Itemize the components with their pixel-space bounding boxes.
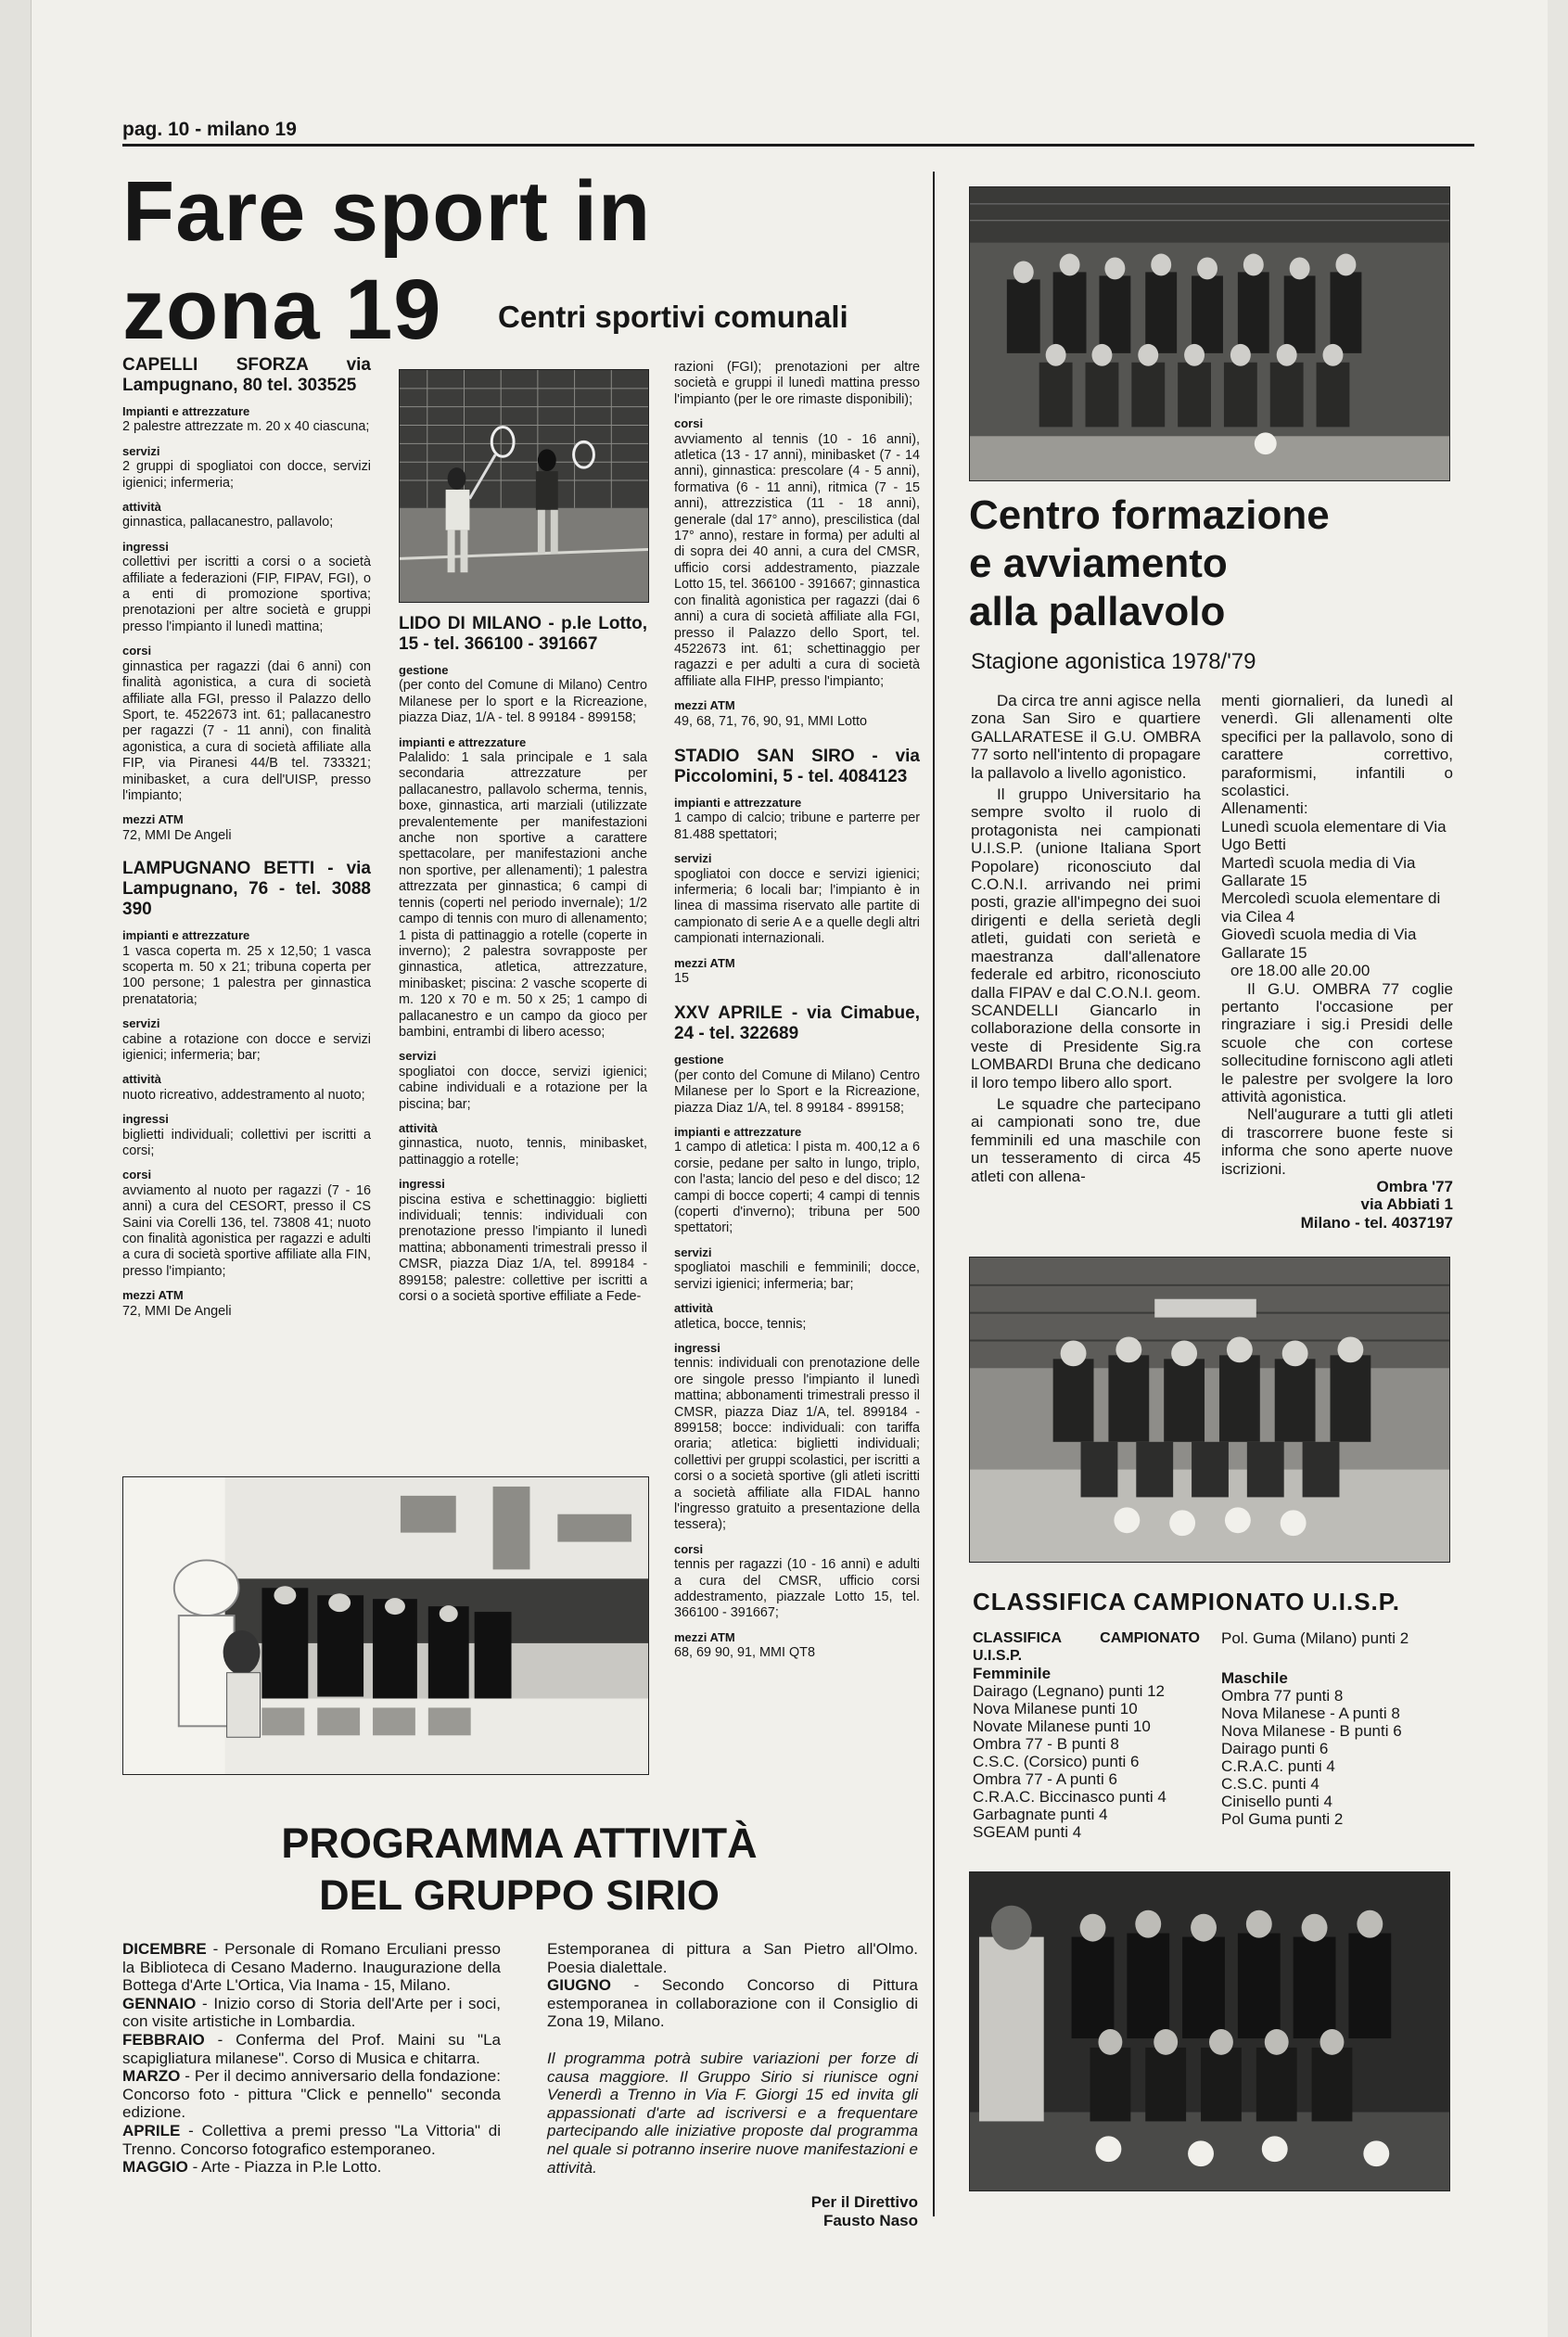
text-attivita: atletica, bocce, tennis; bbox=[674, 1316, 807, 1332]
label-impianti: impianti e attrezzature bbox=[674, 795, 802, 810]
label-ingressi: ingressi bbox=[122, 539, 169, 554]
text-impianti: 1 campo di calcio; tribune e parterre per 81.488 spettatori; bbox=[674, 811, 920, 842]
month-text: - Conferma del Prof. Maini su "La scapigliatura milanese". Corso di Musica e chitarra. bbox=[122, 2030, 501, 2067]
text-ingressi: biglietti individuali; collettivi per iscritti a corsi; bbox=[122, 1127, 371, 1159]
label-attivita: attività bbox=[674, 1301, 713, 1316]
label-attivita: attività bbox=[399, 1120, 438, 1135]
text-ingressi: collettivi per iscritti a corsi o a società affiliate a federazioni (FIP, FIPAV, FGI), o a enti di promozione sportiva; prenotazioni per altre società e gruppi presso l'impianto il lunedì mattina; bbox=[122, 555, 371, 634]
standing-row: C.R.A.C. punti 4 bbox=[1221, 1757, 1335, 1775]
label-servizi: servizi bbox=[122, 443, 160, 458]
month-text: - Personale di Romano Erculiani presso la Biblioteca di Cesano Maderno. Inaugurazione della Bottega d'Arte L'Ortica, Via Inama - 15, Milano. bbox=[122, 1940, 501, 1995]
label-servizi: servizi bbox=[674, 1245, 712, 1259]
schedule-thursday: Giovedì scuola media di Via Gallarate 15 bbox=[1221, 926, 1417, 962]
label-mezzi: mezzi ATM bbox=[674, 1629, 735, 1644]
text-ingressi: tennis: individuali con prenotazione delle ore singole presso l'impianto il lunedì mattina; abbonamenti trimestrali presso il CMSR, piazza Diaz 1/A, tel. 899184 - 899158; bocce: individuali: con tariffa oraria; atletica: biglietti individuali; collettivi per gruppi scolastici, per iscritti a corsi o a società sportive (gli atleti iscritti a società affiliate alla FIDAL hanno l'ingresso gratuito a presentazione della tessera); bbox=[674, 1356, 920, 1533]
standing-row: Nova Milanese - A punti 8 bbox=[1221, 1705, 1400, 1722]
label-servizi: servizi bbox=[122, 1016, 160, 1031]
label-impianti: impianti e attrezzature bbox=[122, 928, 250, 943]
standing-row: C.R.A.C. Biccinasco punti 4 bbox=[973, 1788, 1166, 1806]
label-mezzi: mezzi ATM bbox=[674, 955, 735, 970]
programma-sign-1: Per il Direttivo bbox=[810, 2193, 918, 2212]
schedule-wednesday: Mercoledì scuola elementare di via Cilea 4 bbox=[1221, 889, 1441, 926]
standing-row: C.S.C. punti 4 bbox=[1221, 1775, 1319, 1793]
label-ingressi: ingressi bbox=[122, 1112, 169, 1127]
month-label: FEBBRAIO bbox=[122, 2030, 205, 2049]
label-attivita: attività bbox=[122, 500, 161, 515]
month-text: - Collettiva a premi presso "La Vittoria" di Trenno. Concorso fotografico estemporaneo. bbox=[122, 2121, 501, 2158]
month-text: - Per il decimo anniversario della fondazione: Concorso foto - pittura "Click e pennello" seconda edizione. bbox=[122, 2067, 501, 2122]
label-gestione: gestione bbox=[399, 663, 449, 677]
programma-column-right bbox=[547, 1940, 918, 2229]
text-attivita: ginnastica, nuoto, tennis, minibasket, pattinaggio a rotelle; bbox=[399, 1136, 647, 1168]
text-mezzi: 68, 69 90, 91, MMI QT8 bbox=[674, 1645, 815, 1661]
standing-row: Pol Guma punti 2 bbox=[1221, 1810, 1344, 1828]
text-mezzi: 72, MMI De Angeli bbox=[122, 1303, 232, 1319]
centro-title-line-1: Centro formazione bbox=[969, 492, 1330, 538]
standing-row: Pol. Guma (Milano) punti 2 bbox=[1221, 1629, 1409, 1647]
text-impianti: 1 vasca coperta m. 25 x 12,50; 1 vasca scoperta m. 50 x 21; tribuna coperta per 100 persone; 1 palestra per ginnastica prenatatoria; bbox=[122, 943, 371, 1007]
centro-paragraph-5: Il G.U. OMBRA 77 coglie pertanto l'occasione per ringraziare i sig.i Presidi delle scuole che con cortese sollecitudine forniscono agli atleti le palestre per svolgere la loro attività agonistica. bbox=[1221, 979, 1453, 1105]
programma-note: Il programma potrà subire variazioni per forze di causa maggiore. Il Gruppo Sirio si riunisce ogni Venerdì a Trenno in Via F. Giorgi 15 ed invita gli appassionati d'arte ad iscriversi e a frequentare partecipando alle iniziative proposte dal programma nel quale si potranno inserire nuove manifestazioni e attività. bbox=[547, 2049, 918, 2177]
standing-row: Ombra 77 - B punti 8 bbox=[973, 1735, 1119, 1753]
schedule-tuesday: Martedì scuola media di Via Gallarate 15 bbox=[1221, 853, 1416, 890]
programma-title bbox=[223, 1818, 816, 1922]
label-corsi: corsi bbox=[122, 644, 152, 658]
text-impianti: Palalido: 1 sala principale e 1 sala secondaria attrezzature per pallacanestro, pallavolo scherma, tennis, boxe, ginnastica, arti marziali (utilizzate prevalentemente per manifestazioni anche non sportive a carattere spettacolare, per manifestazioni anche non sportive, per allenamenti); 1 palestra attrezzata per ginnastica; 6 campi di tennis (coperti nel periodo invernale); 1/2 campo di tennis con muro di allenamento; 1 pista di pattinaggio a rotelle (coperte in inverno); 2 palestra sovrapposte per ginnastica, atletica, attrezzature, minibasket; piscina: 2 vasche scoperte di m. 120 x 70 e m. 50 x 25; 1 campo di pallacanestro e un campo da gioco per bambini, entrambi di libero acesso; bbox=[399, 750, 647, 1040]
label-ingressi: ingressi bbox=[399, 1177, 445, 1192]
volleyball-women-photo-1 bbox=[969, 1257, 1450, 1563]
label-corsi: corsi bbox=[674, 1541, 704, 1556]
month-entry-aprile bbox=[122, 2122, 501, 2158]
label-servizi: servizi bbox=[399, 1049, 437, 1064]
venue-title-sansiro: STADIO SAN SIRO - via Piccolomini, 5 - tel. 4084123 bbox=[674, 746, 920, 786]
label-mezzi: mezzi ATM bbox=[122, 1288, 184, 1303]
centro-title-line-2: e avviamento bbox=[969, 541, 1228, 586]
classifica-title: CLASSIFICA CAMPIONATO U.I.S.P. bbox=[973, 1588, 1400, 1615]
venue-title-xxv-aprile: XXV APRILE - via Cimabue, 24 - tel. 322689 bbox=[674, 1003, 920, 1044]
femminile-label: Femminile bbox=[973, 1665, 1052, 1682]
headline-line-2: zona 19 bbox=[122, 262, 442, 357]
column-capelli-lampugnano bbox=[122, 355, 371, 1320]
standing-row: Novate Milanese punti 10 bbox=[973, 1718, 1151, 1735]
label-impianti: impianti e attrezzature bbox=[399, 734, 527, 749]
label-ingressi: ingressi bbox=[674, 1340, 720, 1355]
swimming-photo bbox=[122, 1476, 649, 1775]
venue-title-capelli: CAPELLI SFORZA via Lampugnano, 80 tel. 303525 bbox=[122, 355, 371, 395]
page-edge bbox=[0, 0, 32, 2337]
top-rule bbox=[122, 144, 1474, 147]
standing-row: Ombra 77 - A punti 6 bbox=[973, 1770, 1117, 1788]
month-text: - Arte - Piazza in P.le Lotto. bbox=[192, 2158, 382, 2177]
volleyball-women-photo-2 bbox=[969, 1871, 1450, 2191]
classifica-column-left bbox=[973, 1629, 1200, 1841]
label-impianti: Impianti e attrezzature bbox=[122, 404, 250, 418]
standing-row: Nova Milanese - B punti 6 bbox=[1221, 1722, 1402, 1740]
label-mezzi: mezzi ATM bbox=[122, 812, 184, 827]
text-ingressi: piscina estiva e schettinaggio: biglietti individuali; tennis: individuali con prenotazione presso l'impianto il lunedì mattina; abbonamenti trimestrali presso il CMSR, piazza Diaz 1/A, tel. 899184 - 899158; palestre: collettive per iscritti a corsi o a società sportive effiliate a Fede- bbox=[399, 1192, 647, 1305]
tennis-photo-image bbox=[400, 370, 648, 602]
centro-title-line-3: alla pallavolo bbox=[969, 589, 1226, 634]
centro-paragraph-1: Da circa tre anni agisce nella zona San Siro e quartiere GALLARATESE il G.U. OMBRA 77 sorto nell'intento di propagare la pallavolo a livello agonistico. bbox=[971, 692, 1201, 782]
centro-paragraph-6: Nell'augurare a tutti gli atleti di trascorrere buone feste si informa che sono aperte nuove iscrizioni. bbox=[1221, 1105, 1453, 1178]
month-entry-marzo bbox=[122, 2067, 501, 2122]
signature-line-1: Ombra '77 bbox=[1376, 1177, 1453, 1195]
text-gestione: (per conto del Comune di Milano) Centro Milanese per lo sport e la Ricreazione, piazza Diaz, 1/A - tel. 8 99184 - 899158; bbox=[399, 678, 647, 726]
headline-line-1: Fare sport in bbox=[122, 164, 652, 259]
standing-row: Garbagnate punti 4 bbox=[973, 1806, 1108, 1823]
programma-title-line-1: PROGRAMMA ATTIVITÀ bbox=[281, 1820, 758, 1867]
volleyball-men-photo bbox=[969, 186, 1450, 481]
column-divider bbox=[933, 172, 935, 2216]
centro-paragraph-4: menti giornalieri, da lunedì al venerdì. Gli allenamenti olte specifici per la pallavolo, sono di carattere correttivo, paraformismi, infantili o scolastici. bbox=[1221, 692, 1453, 800]
programma-column-left bbox=[122, 1940, 501, 2177]
standing-row: Cinisello punti 4 bbox=[1221, 1793, 1333, 1810]
text-gestione: (per conto del Comune di Milano) Centro Milanese per lo Sport e la Ricreazione, piazza Diaz 1/A, tel. 8 99184 - 899158; bbox=[674, 1067, 920, 1116]
text-servizi: spogliatoi con docce, servizi igienici; cabine individuali e a rotazione per la piscina; bar; bbox=[399, 1064, 647, 1112]
text-attivita: ginnastica, pallacanestro, pallavolo; bbox=[122, 515, 334, 530]
text-continuation: razioni (FGI); prenotazioni per altre società e gruppi il lunedì mattina presso l'impianto (per le ore rimaste disponibili); bbox=[674, 360, 920, 407]
text-corsi: avviamento al tennis (10 - 16 anni), atletica (13 - 17 anni), minibasket (7 - 14 anni), ginnastica: prescolare (4 - 5 anni), formativa (6 - 11 anni), ritmica (7 - 15 anni), attrezzistica (11 - 18 anni), generale (dal 17° anno), prescilistica (dal 17° anno), restare in forma) per adulti al di sopra dei 40 anni, a cura del CMSR, ufficio corsi addestramento, piazzale Lotto 15, tel. 366100 - 391667; ginnastica con finalità agonistica per ragazzi (dai 6 anni) a cura di società affiliate alla FGI, presso il Palazzo dello Sport, tel. 4522673 int. 61; schettinaggio per ragazzi e per adulti a cura di società affiliate alla FIHP, presso l'impianto; bbox=[674, 431, 920, 689]
programma-text: Estemporanea di pittura a San Pietro all'Olmo. Poesia dialettale. bbox=[547, 1940, 918, 1976]
venue-title-lido: LIDO DI MILANO - p.le Lotto, 15 - tel. 366100 - 391667 bbox=[399, 614, 647, 654]
text-mezzi: 49, 68, 71, 76, 90, 91, MMI Lotto bbox=[674, 713, 867, 729]
classifica-subtitle: CLASSIFICA CAMPIONATO U.I.S.P. bbox=[973, 1630, 1200, 1664]
centro-title bbox=[969, 492, 1330, 636]
month-label: DICEMBRE bbox=[122, 1940, 207, 1958]
text-attivita: nuoto ricreativo, addestramento al nuoto; bbox=[122, 1087, 365, 1103]
label-servizi: servizi bbox=[674, 851, 712, 866]
column-lido bbox=[399, 614, 647, 1305]
centro-paragraph-3: Le squadre che partecipano ai campionati sono tre, due femminili ed una maschile con un tesseramento di circa 45 atleti con allena- bbox=[971, 1094, 1201, 1185]
month-entry-gennaio bbox=[122, 1995, 501, 2031]
maschile-label: Maschile bbox=[1221, 1669, 1288, 1687]
standing-row: Ombra 77 punti 8 bbox=[1221, 1687, 1344, 1705]
swimming-photo-image bbox=[123, 1477, 648, 1774]
month-entry-maggio bbox=[122, 2158, 501, 2177]
schedule-hours: ore 18.00 alle 20.00 bbox=[1230, 962, 1370, 980]
centro-column-right bbox=[1221, 692, 1453, 1232]
month-label: APRILE bbox=[122, 2121, 181, 2139]
text-servizi: spogliatoi maschili e femminili; docce, servizi igienici; infermeria; bar; bbox=[674, 1260, 920, 1292]
stagione-subtitle: Stagione agonistica 1978/'79 bbox=[971, 649, 1256, 674]
column-sansiro-xxv bbox=[674, 360, 920, 1662]
text-mezzi: 15 bbox=[674, 971, 690, 986]
month-entry-dicembre bbox=[122, 1940, 501, 1995]
month-label: GENNAIO bbox=[122, 1994, 197, 2012]
text-corsi: tennis per ragazzi (10 - 16 anni) e adulti a cura del CMSR, ufficio corsi addestramento, piazzale Lotto 15, tel. 366100 - 391667; bbox=[674, 1557, 920, 1621]
standing-row: SGEAM punti 4 bbox=[973, 1823, 1082, 1841]
label-attivita: attività bbox=[122, 1072, 161, 1087]
page-edge-right bbox=[1548, 0, 1568, 2337]
venue-title-lampugnano: LAMPUGNANO BETTI - via Lampugnano, 76 - tel. 3088 390 bbox=[122, 859, 371, 920]
month-label: MARZO bbox=[122, 2067, 181, 2086]
schedule-monday: Lunedì scuola elementare di Via Ugo Betti bbox=[1221, 817, 1447, 854]
text-impianti: 2 palestre attrezzate m. 20 x 40 ciascuna; bbox=[122, 419, 370, 435]
label-mezzi: mezzi ATM bbox=[674, 698, 735, 713]
tennis-photo bbox=[399, 369, 649, 603]
month-label: GIUGNO bbox=[547, 1976, 611, 1995]
text-corsi: ginnastica per ragazzi (dai 6 anni) con finalità agonistica, a cura di società affiliate alla FGI, presso il Palazzo dello Sport, te. 4522673 int. 61; pallacanestro per ragazzi (7 - 11 anni), con finalità agonistica, a cura di società affiliate alla FIP, via Piranesi 44/B tel. 733321; minibasket, a cura dell'UISP, presso l'impianto; bbox=[122, 658, 371, 803]
signature-line-3: Milano - tel. 4037197 bbox=[1300, 1213, 1453, 1232]
allenamenti-label: Allenamenti: bbox=[1221, 799, 1308, 818]
text-corsi: avviamento al nuoto per ragazzi (7 - 16 anni) a cura del CESORT, presso il CS Saini via Corelli 136, tel. 73808 41; nuoto con finalità agonistica per ragazzi e adulti a cura di società sportive affiliate alla FIN, presso l'impianto; bbox=[122, 1182, 371, 1279]
volleyball-women-photo-1-image bbox=[970, 1258, 1449, 1562]
month-text: - Secondo Concorso di Pittura estemporanea in collaborazione con il Consiglio di Zona 19, Milano. bbox=[547, 1976, 918, 2031]
volleyball-men-photo-image bbox=[970, 187, 1449, 480]
standing-row: C.S.C. (Corsico) punti 6 bbox=[973, 1753, 1140, 1770]
label-corsi: corsi bbox=[674, 416, 704, 431]
classifica-column-right bbox=[1221, 1629, 1453, 1828]
month-label: MAGGIO bbox=[122, 2158, 188, 2177]
month-entry-giugno bbox=[547, 1976, 918, 2031]
standing-row: Dairago punti 6 bbox=[1221, 1740, 1329, 1757]
standing-row: Dairago (Legnano) punti 12 bbox=[973, 1682, 1165, 1700]
programma-title-line-2: DEL GRUPPO SIRIO bbox=[319, 1871, 720, 1919]
text-impianti: 1 campo di atletica: l pista m. 400,12 a 6 corsie, pedane per salto in lungo, triplo, con l'asta; lancio del peso e del disco; 12 campi di bocce coperti; 4 campi di tennis (coperti d'inverno); tribuna per 500 spettatori; bbox=[674, 1140, 920, 1236]
volleyball-women-photo-2-image bbox=[970, 1872, 1449, 2190]
label-corsi: corsi bbox=[122, 1168, 152, 1182]
text-servizi: 2 gruppi di spogliatoi con docce, servizi igienici; infermeria; bbox=[122, 459, 371, 491]
signature-line-2: via Abbiati 1 bbox=[1360, 1195, 1453, 1214]
standing-row: Nova Milanese punti 10 bbox=[973, 1700, 1138, 1718]
month-text: - Inizio corso di Storia dell'Arte per i soci, con visite artistiche in Lombardia. bbox=[122, 1994, 501, 2031]
month-entry-febbraio bbox=[122, 2031, 501, 2067]
programma-sign-2: Fausto Naso bbox=[822, 2211, 918, 2229]
label-gestione: gestione bbox=[674, 1053, 724, 1067]
centro-column-left bbox=[971, 692, 1201, 1185]
centro-paragraph-2: Il gruppo Universitario ha sempre svolto il ruolo di protagonista nei campionati U.I.S.P. (unione Italiana Sport Popolare) riconosciuto dal C.O.N.I. arrivando nei primi posti, grazie all'impegno dei suoi dirigenti e della serietà degli atleti, guidati con serietà e maestranza dall'allenatore federale ed arbitro, riconosciuto dalla FIPAV e dal C.O.N.I. geom. SCANDELLI Giancarlo in collaborazione della consorte in veste di Presidente Sig.ra LOMBARDI Bruna che dedicano il loro tempo libero allo sport. bbox=[971, 785, 1201, 1092]
label-impianti: impianti e attrezzature bbox=[674, 1125, 802, 1140]
page-folio: pag. 10 - milano 19 bbox=[122, 119, 297, 140]
subheadline: Centri sportivi comunali bbox=[498, 300, 848, 334]
text-servizi: cabine a rotazione con docce e servizi igienici; infermeria; bar; bbox=[122, 1031, 371, 1063]
text-servizi: spogliatoi con docce e servizi igienici; infermeria; 6 locali bar; l'impianto è in linea di massima riservato alle partite di campionato di serie A e a quelle degli altri campionati internazionali. bbox=[674, 866, 920, 947]
text-mezzi: 72, MMI De Angeli bbox=[122, 827, 232, 843]
